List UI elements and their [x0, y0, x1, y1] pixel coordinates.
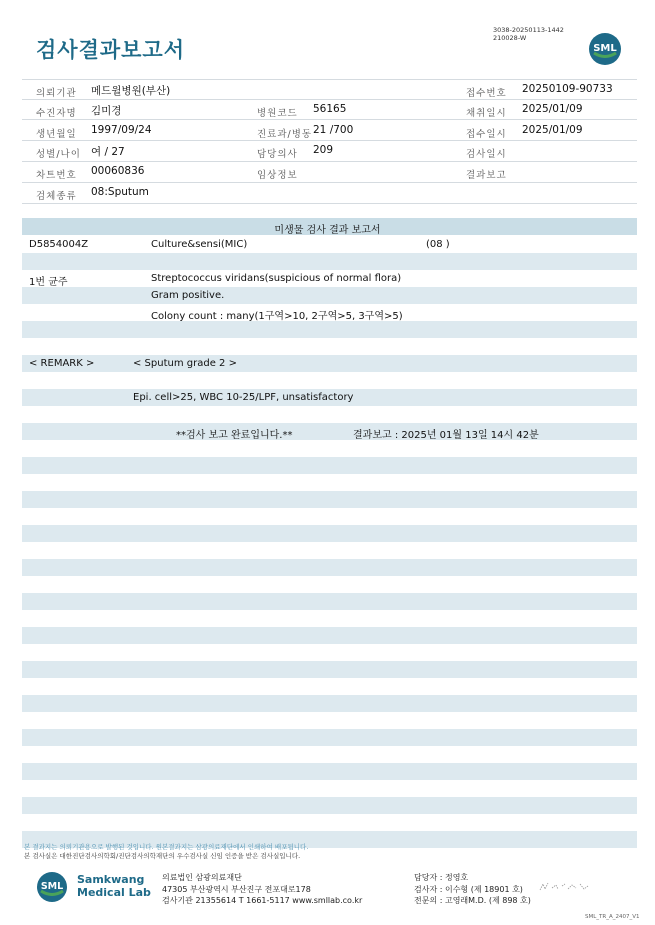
footer-note-2: 본 검사실은 대한진단검사의학회/진단검사의학재단의 우수검사실 신임 인증을 받은 검사실입니다.	[24, 852, 301, 860]
label-patient-name: 수진자명	[36, 108, 77, 119]
report-title: 검사결과보고서	[36, 38, 186, 62]
value-physician: 209	[313, 144, 334, 156]
value-department-ward: 21 /700	[313, 124, 354, 136]
label-receipt-date: 접수일시	[466, 129, 507, 140]
label-test-date: 검사일시	[466, 149, 507, 160]
value-sex-age: 여 / 27	[91, 146, 125, 158]
organism-name: Streptococcus viridans(suspicious of normal flora)	[151, 273, 402, 284]
sputum-grade: < Sputum grade 2 >	[133, 358, 237, 369]
org-contact: 검사기관 21355614 T 1661-5117 www.smllab.co.kr	[162, 896, 363, 905]
staff-specialist: 전문의 : 고영래M.D. (제 898 호)	[414, 896, 531, 905]
report-band	[22, 627, 637, 644]
label-clinical-info: 임상정보	[257, 170, 298, 181]
value-receipt-date: 2025/01/09	[522, 124, 583, 136]
brand-line-2: Medical Lab	[77, 886, 151, 899]
value-receipt-number: 20250109-90733	[522, 83, 613, 95]
document-id-line1: 3038-20250113-1442	[493, 26, 564, 34]
label-birth-date: 생년월일	[36, 129, 77, 140]
value-collection-date: 2025/01/09	[522, 103, 583, 115]
remark-detail: Epi. cell>25, WBC 10-25/LPF, unsatisfactory	[133, 392, 354, 403]
report-band	[22, 661, 637, 678]
value-patient-name: 김미경	[91, 105, 122, 117]
report-band	[22, 559, 637, 576]
label-requesting-institution: 의뢰기관	[36, 88, 77, 99]
report-band	[22, 797, 637, 814]
report-band	[22, 593, 637, 610]
brand-line-1: Samkwang	[77, 873, 145, 886]
label-result-report: 결과보고	[466, 170, 507, 181]
value-requesting-institution: 메드윌병원(부산)	[91, 85, 171, 97]
test-name: Culture&sensi(MIC)	[151, 239, 248, 250]
form-code: SML_TR_A_2407_V1	[585, 914, 640, 920]
label-physician: 담당의사	[257, 149, 298, 160]
value-birth-date: 1997/09/24	[91, 124, 152, 136]
label-chart-number: 차트번호	[36, 170, 77, 181]
report-time: 결과보고 : 2025년 01월 13일 14시 42분	[353, 430, 539, 441]
value-specimen-type: 08:Sputum	[91, 186, 149, 198]
samkwang-logo-icon	[36, 871, 68, 903]
label-hospital-code: 병원코드	[257, 108, 298, 119]
staff-block	[414, 872, 531, 907]
report-band	[22, 321, 637, 338]
report-band	[22, 287, 637, 304]
report-band	[22, 763, 637, 780]
gram-stain: Gram positive.	[151, 290, 225, 301]
label-department-ward: 진료과/병동	[257, 129, 313, 140]
report-band	[22, 253, 637, 270]
report-band	[22, 491, 637, 508]
report-band	[22, 355, 637, 372]
label-sex-age: 성별/나이	[36, 149, 81, 160]
report-complete-message: **검사 보고 완료입니다.**	[176, 430, 293, 441]
label-receipt-number: 접수번호	[466, 88, 507, 99]
colony-count: Colony count : many(1구역>10, 2구역>5, 3구역>5)	[151, 311, 403, 322]
brand-name	[77, 873, 151, 899]
report-band	[22, 525, 637, 542]
document-id	[493, 26, 564, 42]
report-band	[22, 729, 637, 746]
report-band	[22, 695, 637, 712]
sml-logo-icon	[588, 32, 622, 66]
sml-logo-text: SML	[593, 43, 617, 54]
lab-address-block	[162, 872, 362, 907]
organism-label: 1번 균주	[29, 277, 68, 288]
footer-note-1: 본 결과지는 의뢰기관용으로 발행된 것입니다. 원본결과지는 삼광의료재단에서 인쇄하여 배포됩니다.	[24, 843, 309, 851]
value-hospital-code: 56165	[313, 103, 347, 115]
test-number: (08 )	[426, 239, 450, 250]
report-band	[22, 457, 637, 474]
label-collection-date: 채취일시	[466, 108, 507, 119]
staff-in-charge: 담당자 : 정영호	[414, 873, 469, 882]
label-specimen-type: 검체종류	[36, 191, 77, 202]
signature-icon	[538, 880, 590, 894]
report-band	[22, 423, 637, 440]
org-name: 의료법인 삼광의료재단	[162, 873, 242, 882]
test-code: D5854004Z	[29, 239, 89, 250]
value-chart-number: 00060836	[91, 165, 145, 177]
org-address: 47305 부산광역시 부산진구 전포대로178	[162, 884, 311, 894]
remark-label: < REMARK >	[29, 358, 95, 369]
samkwang-logo-text: SML	[40, 881, 64, 892]
report-header: 미생물 검사 결과 보고서	[274, 225, 381, 236]
document-id-line2: 210028-W	[493, 34, 527, 42]
staff-tester: 검사자 : 이수형 (제 18901 호)	[414, 884, 523, 894]
